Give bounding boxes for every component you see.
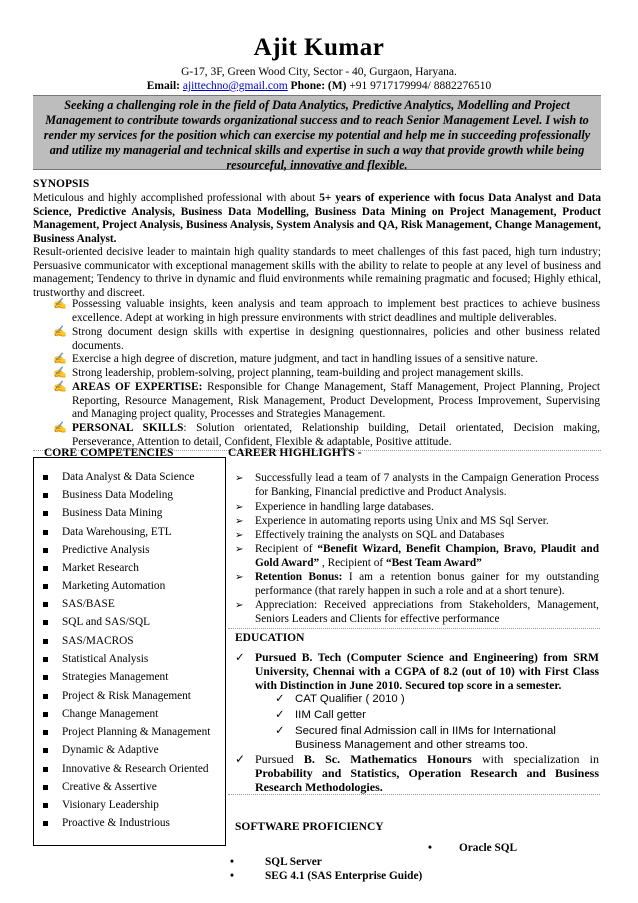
contact-line xyxy=(0,80,638,92)
career-highlight: ➢ Recipient of “Benefit Wizard, Benefit Champion, Bravo, Plaudit and Gold Award” , Recipient of “Best Team Award” xyxy=(235,543,599,569)
career-highlight: ➢ Effectively training the analysts on SQL and Databases xyxy=(235,529,505,541)
square-bullet-icon xyxy=(43,712,48,717)
square-bullet-icon xyxy=(43,657,48,662)
synopsis-bullet-text: Exercise a high degree of discretion, mature judgment, and tact in handling issues of a sensitive nature. xyxy=(72,353,538,365)
square-bullet-icon xyxy=(43,493,48,498)
arrow-bullet-icon: ➢ xyxy=(235,473,244,484)
pen-bullet-icon: ✍ xyxy=(53,298,67,310)
career-highlight: ➢ Appreciation: Received appreciations from Stakeholders, Management, Seniors Leaders and Clients for effective performance xyxy=(235,599,599,625)
email-link[interactable]: ajittechno@gmail.com xyxy=(182,80,288,92)
square-bullet-icon xyxy=(43,730,48,735)
synopsis-paragraph-1 xyxy=(33,192,601,246)
aoe-label: AREAS OF EXPERTISE: xyxy=(72,381,203,393)
career-highlight: ➢ Experience in handling large databases. xyxy=(235,501,434,513)
career-highlight: ➢ Experience in automating reports using Unix and MS Sql Server. xyxy=(235,515,549,527)
square-bullet-icon xyxy=(43,821,48,826)
synopsis-bullet-text: Possessing valuable insights, keen analysis and team approach to implement best practices to achieve business excellence. Adept at working in high pressure environments with strict deadlines and multiple deliverables. xyxy=(72,298,600,324)
education-sub: ✓ CAT Qualifier ( 2010 ) xyxy=(275,693,405,705)
check-icon: ✓ xyxy=(235,752,246,766)
pen-bullet-icon: ✍ xyxy=(53,422,67,434)
phone-number: +91 9717179994/ 8882276510 xyxy=(349,80,492,92)
square-bullet-icon xyxy=(43,511,48,516)
candidate-name: Ajit Kumar xyxy=(253,34,385,61)
square-bullet-icon xyxy=(43,785,48,790)
square-bullet-icon xyxy=(43,675,48,680)
square-bullet-icon xyxy=(43,803,48,808)
career-highlight: ➢ Successfully lead a team of 7 analysts in the Campaign Generation Process for Banking, Financial predictive and Product Analysis. xyxy=(235,472,599,498)
areas-of-expertise xyxy=(55,381,600,422)
square-bullet-icon xyxy=(43,639,48,644)
square-bullet-icon xyxy=(43,475,48,480)
section-divider xyxy=(228,628,600,629)
ps-label: PERSONAL SKILLS xyxy=(72,422,184,434)
synopsis-paragraph-2: Result-oriented decisive leader to maintain high quality standards to meet challenges of this fast paced, high turn industry; Persuasive communicator with exceptional management skills with the ability to relate to people at any level of business and management; Tendency to thrive in dynamic and fluid environments while remaining pragmatic and focused; Highly ethical, trustworthy and discreet. xyxy=(33,246,601,299)
square-bullet-icon xyxy=(43,566,48,571)
square-bullet-icon xyxy=(43,584,48,589)
phone-label: Phone: (M) xyxy=(290,80,347,92)
pen-bullet-icon: ✍ xyxy=(53,367,67,379)
synopsis-bullet xyxy=(55,353,600,367)
objective-box: Seeking a challenging role in the field of Data Analytics, Predictive Analytics, Modelling and Project Management to contribute towards organizational success and to reach Senior Management Level. I wish to render my services for the position which can exercise my potential and help me in succeeding professionally and utilize my managerial and technical skills and expertise in such a way that provide growth while being resourceful, innovative and flexible. xyxy=(33,95,601,170)
check-icon: ✓ xyxy=(275,725,285,737)
synopsis-bullet xyxy=(55,298,600,325)
education-title: EDUCATION xyxy=(235,632,305,644)
software-title: SOFTWARE PROFICIENCY xyxy=(235,821,384,833)
square-bullet-icon xyxy=(43,694,48,699)
arrow-bullet-icon: ➢ xyxy=(235,544,244,555)
synopsis-bullet xyxy=(55,367,600,381)
personal-skills xyxy=(55,422,600,449)
education-sub: ✓ Secured final Admission call in IIMs for International Business Management and other streams too. xyxy=(275,725,556,751)
address: G-17, 3F, Green Wood City, Sector - 40, Gurgaon, Haryana. xyxy=(181,66,457,78)
arrow-bullet-icon: ➢ xyxy=(235,530,244,541)
check-icon: ✓ xyxy=(275,693,285,705)
square-bullet-icon xyxy=(43,767,48,772)
synopsis-p1-text: Meticulous and highly accomplished professional with about xyxy=(33,192,320,204)
core-competencies-title: CORE COMPETENCIES xyxy=(44,447,174,459)
ps-text: : Solution orientated, Relationship building, Detail orientated, Decision making, Perseverance, Attention to detail, Confident, Flexible & adaptable, Positive attitude. xyxy=(72,422,600,448)
arrow-bullet-icon: ➢ xyxy=(235,516,244,527)
email-label: Email: xyxy=(146,80,180,92)
arrow-bullet-icon: ➢ xyxy=(235,502,244,513)
section-divider xyxy=(228,794,600,795)
education-sub: ✓ IIM Call getter xyxy=(275,709,366,721)
square-bullet-icon xyxy=(43,620,48,625)
pen-bullet-icon: ✍ xyxy=(53,353,67,365)
square-bullet-icon xyxy=(43,548,48,553)
career-highlights-title: CAREER HIGHLIGHTS - xyxy=(228,447,362,459)
career-highlight: ➢ Retention Bonus: I am a retention bonus gainer for my outstanding performance (that rarely happen in such a role and at a short tenure). xyxy=(235,571,600,597)
square-bullet-icon xyxy=(43,530,48,535)
synopsis-p1-bold: 5+ years of experience with focus Data Analyst and Data Science, Predictive Analysis, Business Data Modelling, Business Data Mining on Project Management, Product Management, Project Analysis, Business Analysis, System Analysis and QA, Risk Management, Change Management, Business Analyst. xyxy=(33,192,602,245)
education-btech: ✓ Pursued B. Tech (Computer Science and Engineering) from SRM University, Chennai with a CGPA of 8.2 (out of 10) with First Class with Distinction in June 2010. Secured top score in a semester. xyxy=(235,651,599,692)
square-bullet-icon xyxy=(43,748,48,753)
check-icon: ✓ xyxy=(235,651,245,664)
arrow-bullet-icon: ➢ xyxy=(235,600,244,611)
pen-bullet-icon: ✍ xyxy=(53,326,67,338)
synopsis-bullet-text: Strong document design skills with expertise in designing questionnaires, policies and other business related documents. xyxy=(72,326,600,352)
aoe-text: Responsible for Change Management, Staff Management, Project Planning, Project Reporting, Resource Management, Risk Management, Product Development, Process Improvement, Supervising and Managing project quality, Processes and Strategies Management. xyxy=(72,381,600,421)
synopsis-bullet xyxy=(55,326,600,353)
pen-bullet-icon: ✍ xyxy=(53,381,67,393)
arrow-bullet-icon: ➢ xyxy=(235,572,244,583)
education-bsc: ✓ Pursued B. Sc. Mathematics Honours with specialization in Probability and Statistics, Operation Research and Business Research Methodologies. xyxy=(235,752,600,794)
square-bullet-icon xyxy=(43,602,48,607)
synopsis-title: SYNOPSIS xyxy=(33,178,90,190)
synopsis-bullet-text: Strong leadership, problem-solving, project planning, team-building and project management skills. xyxy=(72,367,524,379)
check-icon: ✓ xyxy=(275,709,285,721)
